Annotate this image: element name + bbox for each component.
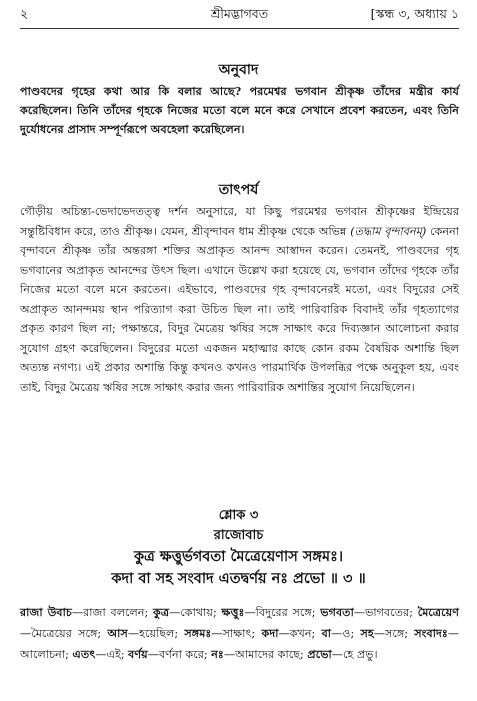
synonym-meaning: রাজা বললেন; [83, 606, 149, 619]
purport-italic-quote: (তদ্ধাম বৃন্দাবনম্) [350, 224, 427, 238]
synonym-meaning: মৈত্রেয়ের সঙ্গে; [31, 627, 102, 640]
synonym-meaning: সাক্ষাৎ; [222, 627, 256, 640]
purport-text-part-2: কেননা বৃন্দাবনে শ্রীকৃষ্ণ তাঁর অন্তরঙ্গা শক্তির অপ্রাকৃত আনন্দ আস্বাদন করেন। তেমনই, পাণ্ডবদের গৃহ ভগবানের অপ্রাকৃত আনন্দের উৎস ছিল। এখানে উল্লেখ করা হয়েছে যে, ভগবান তাঁদের গৃহকে তাঁর নিজের মতো বলে মনে করতেন। এইভাবে, পাণ্ডবদের গৃহ বৃন্দাবনেরই মতো, এবং বিদুরের সেই অপ্রাকৃত আনন্দময় স্থান পরিত্যাগ করা উচিত ছিল না। তাই পারিবারিক বিবাদই তাঁর গৃহত্যাগের প্রকৃত কারণ ছিল না; পক্ষান্তরে, বিদুর মৈত্রেয় ঋষির সঙ্গে সাক্ষাৎ করে দিব্যজ্ঞান আলোচনা করার সুযোগ গ্রহণ করেছিলেন। বিদুরের মতো একজন মহাত্মার কাছে কোন রকম বৈষয়িক অশান্তি ছিল অত্যন্ত নগণ্য। এই প্রকার অশান্তি কিন্তু কখনও কখনও পারমার্থিক উপলব্ধির পক্ষে অনুকূল হয়, এবং তাই, বিদুর মৈত্রেয় ঋষির সঙ্গে সাক্ষাৎ করার জন্য পারিবারিক অশান্তির সুযোগ নিয়েছিলেন। [20, 224, 459, 394]
synonym-meaning: আমাদের কাছে; [235, 648, 304, 661]
running-header [20, 6, 459, 28]
page-number: ২ [20, 6, 29, 21]
synonym-meaning: কোথায়; [180, 606, 217, 619]
synonym-meaning: বর্ণনা করে; [158, 648, 208, 661]
synonym-word: কদা [261, 626, 279, 640]
synonym-meaning: ভাগবতের; [365, 606, 413, 619]
synonym-word: রাজা উবাচ [20, 605, 72, 619]
synonym-meaning: হয়েছিল; [139, 627, 179, 640]
synonym-word: প্রভো [307, 647, 332, 661]
synonym-word: সংবাদঃ [414, 626, 448, 640]
translation-heading: অনুবাদ [218, 62, 259, 78]
synonym-word: ক্ষত্তুঃ [221, 605, 245, 619]
book-title: শ্রীমদ্ভাগবত [210, 6, 269, 21]
synonym-word: বর্ণয় [128, 647, 148, 661]
synonym-word: কুত্র [153, 605, 170, 619]
verse-line-2: কদা বা সহ সংবাদ এতদ্বর্ণয় নঃ প্রভো ॥ ৩ ॥ [111, 570, 366, 587]
synonym-meaning: সঙ্গে; [384, 627, 409, 640]
verse-line-1: কুত্র ক্ষত্তুর্ভগবতা মৈত্রেয়েণাস সঙ্গমঃ। [134, 548, 343, 565]
purport-heading: তাৎপর্য [218, 182, 259, 198]
translation-text: পাণ্ডবদের গৃহের কথা আর কি বলার আছে? পরমেশ্বর ভগবান শ্রীকৃষ্ণ তাঁদের মন্ত্রীর কার্য করেছিলেন। তিনি তাঁদের গৃহকে নিজের মতো বলে মনে করে সেখানে প্রবেশ করতেন, এবং তিনি দুর্যোধনের প্রাসাদ সম্পূর্ণরূপে অবহেলা করেছিলেন। [20, 84, 459, 136]
header-rule [20, 28, 459, 29]
verse-speaker: রাজোবাচ [213, 528, 264, 543]
verse-number: শ্লোক ৩ [218, 508, 259, 523]
synonym-meaning: হে প্রভু। [342, 648, 378, 661]
synonym-meaning: আলোচনা; [20, 648, 69, 661]
synonym-meaning: ও; [342, 627, 355, 640]
synonym-word: মৈত্রেয়েণ [417, 605, 459, 619]
synonym-meaning: কখন; [289, 627, 316, 640]
synonym-word: আস [107, 626, 128, 640]
chapter-reference: [স্কন্ধ ৩, অধ্যায় ১ [370, 6, 459, 21]
synonym-word: নঃ [211, 647, 224, 661]
synonym-meaning: এই; [106, 648, 125, 661]
synonym-meaning: বিদুরের সঙ্গে; [255, 606, 316, 619]
purport-text [20, 202, 459, 397]
synonym-word: বা [321, 626, 332, 640]
synonym-word: সহ [360, 626, 374, 640]
purport-text-part-1: গৌড়ীয় অচিন্ত্য-ভেদাভেদতত্ত্ব দর্শন অনুসারে, যা কিছু পরমেশ্বর ভগবান শ্রীকৃষ্ণের ইন্দ্রিয়ের সন্তুষ্টিবিধান করে, তাও শ্রীকৃষ্ণ। যেমন, শ্রীবৃন্দাবন ধাম শ্রীকৃষ্ণ থেকে অভিন্ন [20, 205, 459, 238]
synonym-word: এতৎ [72, 647, 96, 661]
word-for-word-synonyms: রাজা উবাচ—রাজা বললেন; কুত্র—কোথায়; ক্ষত্তুঃ—বিদুরের সঙ্গে; ভগবতা—ভাগবতের; মৈত্রেয়েণ—মৈত্রেয়ের সঙ্গে; আস—হয়েছিল; সঙ্গমঃ—সাক্ষাৎ; কদা—কখন; বা—ও; সহ—সঙ্গে; সংবাদঃ—আলোচনা; এতৎ—এই; বর্ণয়—বর্ণনা করে; নঃ—আমাদের কাছে; প্রভো—হে প্রভু। [20, 605, 460, 661]
synonym-word: ভগবতা [320, 605, 354, 619]
synonym-word: সঙ্গমঃ [184, 626, 212, 640]
